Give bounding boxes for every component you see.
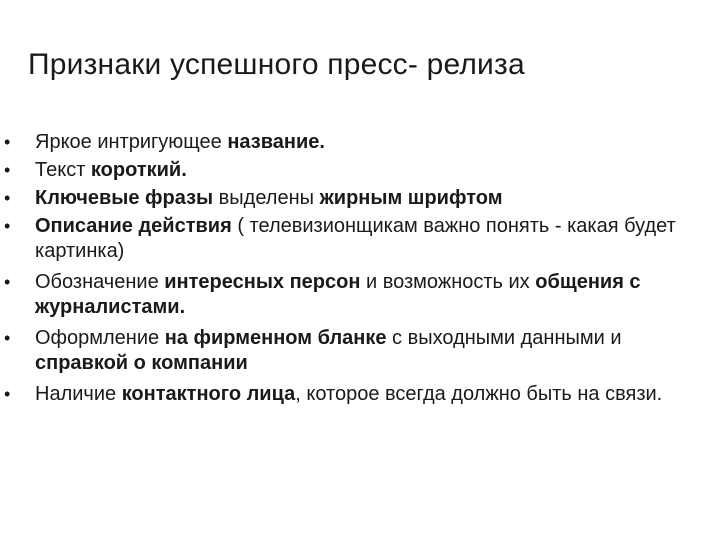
bullet-marker: • — [4, 188, 11, 208]
bullet-item — [0, 382, 700, 407]
bullet-bold-text: контактного лица — [121, 383, 296, 405]
bullet-marker: • — [4, 132, 11, 152]
slide-title: Признаки успешного пресс- релиза — [28, 48, 525, 81]
bullet-text: и возможность их — [360, 271, 536, 293]
bullet-list — [0, 130, 700, 413]
bullet-text: Текст — [35, 159, 91, 181]
bullet-text: Яркое интригующее — [35, 131, 228, 153]
bullet-item — [0, 186, 700, 211]
bullet-text: Оформление — [35, 327, 165, 349]
bullet-bold-text: Описание действия — [35, 215, 232, 237]
bullet-text: с выходными данными и — [386, 327, 622, 349]
bullet-bold-text: Ключевые фразы — [35, 187, 214, 209]
bullet-marker: • — [4, 160, 11, 180]
bullet-text: ( телевизионщикам важно понять - какая будет картинка) — [35, 215, 676, 262]
bullet-bold-text: короткий. — [90, 159, 187, 181]
bullet-marker: • — [4, 216, 11, 236]
bullet-item — [0, 270, 700, 320]
bullet-bold-text: на фирменном бланке — [164, 327, 387, 349]
bullet-text: Обозначение — [35, 271, 165, 293]
bullet-bold-text: интересных персон — [164, 271, 361, 293]
bullet-marker: • — [4, 384, 11, 404]
bullet-marker: • — [4, 328, 11, 348]
bullet-bold-text: жирным шрифтом — [319, 187, 503, 209]
bullet-bold-text: справкой о компании — [35, 352, 248, 374]
bullet-bold-text: название. — [227, 131, 325, 153]
bullet-bold-text: общения с журналистами. — [35, 271, 641, 318]
bullet-text: выделены — [213, 187, 320, 209]
bullet-text: , которое всегда должно быть на связи. — [295, 383, 663, 405]
bullet-item — [0, 326, 700, 376]
bullet-marker: • — [4, 272, 11, 292]
bullet-item — [0, 214, 700, 264]
bullet-item — [0, 158, 700, 183]
bullet-item — [0, 130, 700, 155]
bullet-text: Наличие — [35, 383, 122, 405]
